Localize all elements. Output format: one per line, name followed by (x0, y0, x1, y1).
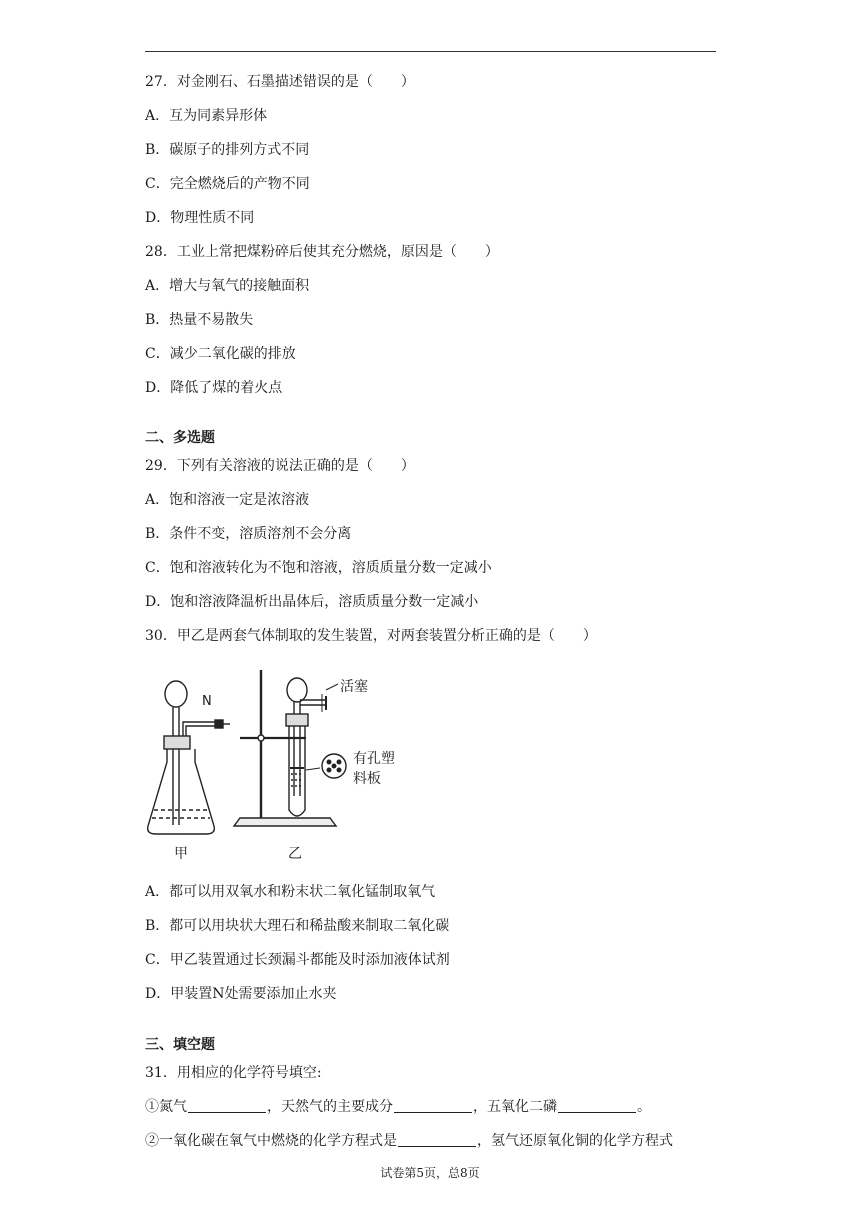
stopper-yi (286, 714, 308, 726)
q29-option-d: D．饱和溶液降温析出晶体后，溶质质量分数一定减小 (145, 594, 479, 610)
section-heading-multiple-choice: 二、多选题 (145, 430, 215, 446)
q31-p2o5-label: ，五氧化二磷 (473, 1099, 557, 1115)
q29-option-b: B．条件不变，溶质溶剂不会分离 (145, 526, 352, 542)
flask-jia (148, 749, 215, 834)
q27-option-c: C．完全燃烧后的产物不同 (145, 176, 310, 192)
stopper-jia (164, 736, 190, 749)
q30-option-c: C．甲乙装置通过长颈漏斗都能及时添加液体试剂 (145, 952, 450, 968)
label-plate-line2: 料板 (353, 771, 381, 787)
answer-blank-co-combustion[interactable] (398, 1134, 476, 1147)
q31-co-combustion-label: ②一氧化碳在氧气中燃烧的化学方程式是 (145, 1133, 397, 1149)
apparatus-figure (140, 660, 420, 865)
q29-option-a: A．饱和溶液一定是浓溶液 (145, 492, 310, 508)
q28-option-c: C．减少二氧化碳的排放 (145, 346, 296, 362)
q28-option-a: A．增大与氧气的接触面积 (145, 278, 310, 294)
answer-blank-p2o5[interactable] (558, 1100, 636, 1113)
q27-stem: 27．对金刚石、石墨描述错误的是（ ） (145, 74, 415, 90)
q30-option-b: B．都可以用块状大理石和稀盐酸来制取二氧化碳 (145, 918, 450, 934)
q30-stem: 30．甲乙是两套气体制取的发生装置，对两套装置分析正确的是（ ） (145, 628, 597, 644)
label-valve: 活塞 (340, 679, 368, 695)
answer-blank-natural-gas[interactable] (394, 1100, 472, 1113)
q29-stem: 29．下列有关溶液的说法正确的是（ ） (145, 458, 415, 474)
answer-blank-nitrogen[interactable] (188, 1100, 266, 1113)
apparatus-yi (234, 670, 346, 826)
q31-natural-gas-label: ，天然气的主要成分 (267, 1099, 393, 1115)
label-plate-line1: 有孔塑 (353, 751, 395, 767)
q30-option-d: D．甲装置N处需要添加止水夹 (145, 986, 337, 1002)
q27-option-b: B．碳原子的排列方式不同 (145, 142, 310, 158)
funnel-bowl-yi (287, 678, 307, 702)
test-tube-yi (289, 726, 305, 816)
stand-base (234, 818, 336, 826)
q31-stem: 31．用相应的化学符号填空: (145, 1065, 322, 1081)
q31-line2 (145, 1132, 673, 1150)
q31-line1 (145, 1098, 651, 1116)
q28-option-d: D．降低了煤的着火点 (145, 380, 283, 396)
label-jia: 甲 (174, 846, 188, 862)
label-n: N (202, 694, 212, 709)
q31-h2-reduction-label: ，氢气还原氧化铜的化学方程式 (477, 1133, 673, 1149)
q28-option-b: B．热量不易散失 (145, 312, 254, 328)
apparatus-jia (148, 681, 230, 834)
funnel-bowl-jia (165, 681, 187, 707)
label-yi: 乙 (288, 846, 302, 862)
q31-nitrogen-label: ①氮气 (145, 1099, 187, 1115)
q27-option-d: D．物理性质不同 (145, 210, 255, 226)
header-rule (145, 51, 716, 52)
q31-line1-end: 。 (637, 1099, 651, 1115)
q27-option-a: A．互为同素异形体 (145, 108, 268, 124)
section-heading-fill-in: 三、填空题 (145, 1037, 215, 1053)
q28-stem: 28．工业上常把煤粉碎后使其充分燃烧，原因是（ ） (145, 244, 499, 260)
page-footer: 试卷第5页，总8页 (380, 1166, 480, 1180)
q30-option-a: A．都可以用双氧水和粉末状二氧化锰制取氧气 (145, 884, 436, 900)
q29-option-c: C．饱和溶液转化为不饱和溶液，溶质质量分数一定减小 (145, 560, 492, 576)
